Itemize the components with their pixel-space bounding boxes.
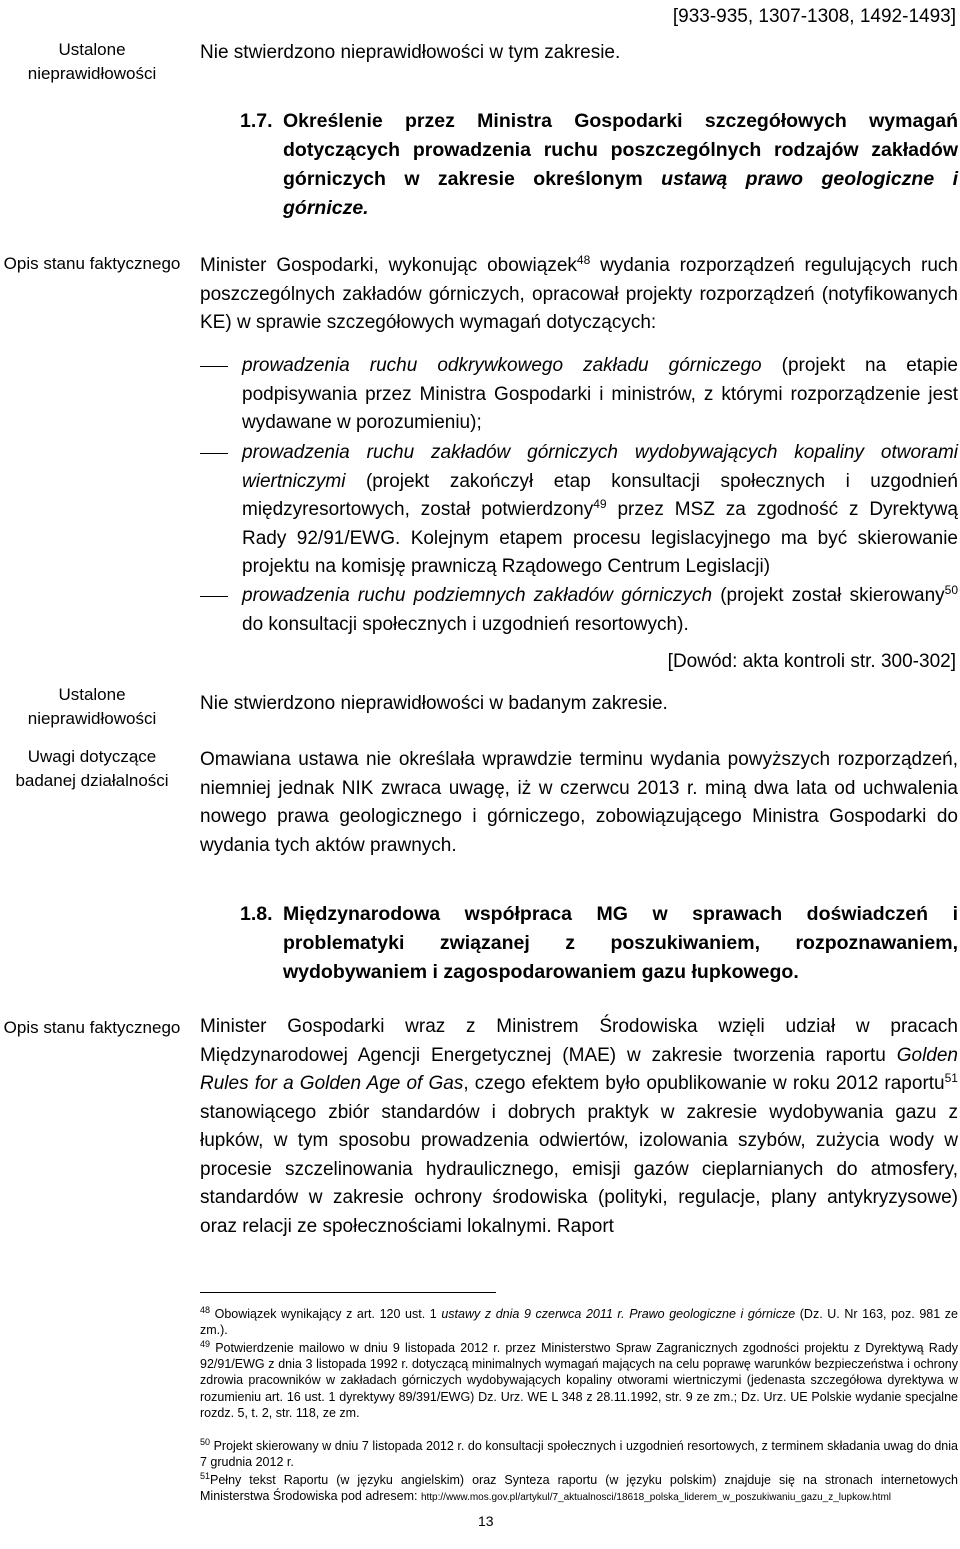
section-title: Międzynarodowa współpraca MG w sprawach doświadczeń i problematyki związanej z poszukiwaniem, rozpoznawaniem, wydobywaniem i zagospodarowaniem gazu łupkowego.: [283, 903, 958, 983]
evidence-reference: [Dowód: akta kontroli str. 300-302]: [667, 651, 956, 672]
finding-text: Nie stwierdzono nieprawidłowości w badanym zakresie.: [200, 693, 668, 714]
finding-text-top: Nie stwierdzono nieprawidłowości w tym zakresie.: [200, 42, 621, 63]
footnote-ref-48[interactable]: 48: [576, 253, 591, 267]
footnote-49: $^{49}$ Potwierdzenie mailowo w dniu 9 listopada 2012 r. przez Ministerstwo Spraw Zagranicznych zgodności projektu z Dyrektywą Rady 92/91/EWG z dnia 3 listopada 1992 r. dotyczącą minimalnych wymagań mających na celu poprawę warunków bezpieczeństwa i ochrony zdrowia pracowników w zakładach górniczych wydobywających kopaliny otworami wiertniczymi (jedenasta szczegółowa dyrektywa w rozumieniu art. 16 ust. 1 dyrektywy 89/391/EWG) Dz. Urz. WE L 348 z 28.11.1992, str. 9 ze zm.; Dz. Urz. UE Polskie wydanie specjalne rozdz. 5, t. 2, str. 118, ze zm.: [200, 1339, 958, 1420]
footnote-48: $^{48}$ Obowiązek wynikający z art. 120 ust. 1 ustawy z dnia 9 czerwca 2011 r. Prawo geologiczne i górnicze (Dz. U. Nr 163, poz. 981 ze zm.).: [200, 1305, 958, 1338]
footnote-ref-49[interactable]: 49: [593, 497, 607, 511]
side-label-opis-2: Opis stanu faktycznego: [3, 1018, 181, 1037]
side-label-uwagi: Uwagi dotyczące badanej działalności: [15, 747, 169, 790]
section-number: 1.7.: [240, 110, 273, 132]
footnote-51: $^{51}$Pełny tekst Raportu (w języku angielskim) oraz Synteza raportu (w języku polskim) znajduje się na stronach internetowych Ministerstwa Środowiska pod adresem: http://www.mos.gov.pl/artykul/7_aktualnosci/18618_polska_liderem_w_poszukiwaniu_gazu_z_lupkow.html: [200, 1471, 958, 1504]
side-label-opis-1: Opis stanu faktycznego: [3, 254, 181, 273]
side-label-ustalone: Ustalone nieprawidłowości: [27, 685, 157, 728]
paragraph-1-8: Minister Gospodarki wraz z Ministrem Środowiska wzięli udział w pracach Międzynarodowej Agencji Energetycznej (MAE) w zakresie tworzenia raportu Golden Rules for a Golden Age of Gas, czego efektem było opublikowanie w roku 2012 raportu$^{51}$ stanowiącego zbiór standardów i dobrych praktyk w zakresie wydobywania gazu z łupków, w tym sposobu prowadzenia odwiertów, izolowania szybów, zużycia wody w procesie szczelinowania hydraulicznego, emisji gazów cieplarnianych do atmosfery, standardów w zakresie ochrony środowiska (polityki, regulacje, plany antykryzysowe) oraz relacji ze społecznościami lokalnymi. Raport: [200, 1016, 958, 1237]
section-number: 1.8.: [240, 903, 273, 925]
footnote-url-link[interactable]: http://www.mos.gov.pl/artykul/7_aktualnosci/18618_polska_liderem_w_poszukiwaniu_gazu_z_lupkow.html: [420, 1492, 892, 1504]
footnote-separator: [200, 1292, 496, 1293]
list-item: prowadzenia ruchu podziemnych zakładów górniczych (projekt został skierowany$^{50}$ do konsultacji społecznych i uzgodnień resortowych).: [200, 582, 958, 639]
list-item: prowadzenia ruchu zakładów górniczych wydobywających kopaliny otworami wiertniczymi (projekt zakończył etap konsultacji społecznych i uzgodnień międzyresortowych, został potwierdzony$^{49}$ przez MSZ za zgodność z Dyrektywą Rady 92/91/EWG. Kolejnym etapem procesu legislacyjnego ma być skierowanie projektu na komisję prawniczą Rządowego Centrum Legislacji): [200, 439, 958, 582]
page-number: 13: [478, 1513, 494, 1529]
evidence-reference: [933-935, 1307-1308, 1492-1493]: [672, 6, 956, 27]
footnote-50: $^{50}$ Projekt skierowany w dniu 7 listopada 2012 r. do konsultacji społecznych i uzgodnień resortowych, z terminem składania uwag do dnia 7 grudnia 2012 r.: [200, 1437, 958, 1470]
list-item: prowadzenia ruchu odkrywkowego zakładu górniczego (projekt na etapie podpisywania przez Ministra Gospodarki i ministrów, z którymi rozporządzenie jest wydawane w porozumieniu);: [200, 352, 958, 438]
paragraph-intro: Minister Gospodarki, wykonując obowiązek$^{48}$ wydania rozporządzeń regulujących ruch poszczególnych zakładów górniczych, opracował projekty rozporządzeń (notyfikowanych KE) w sprawie szczegółowych wymagań dotyczących:: [200, 253, 958, 333]
footnote-ref-51[interactable]: 51: [944, 1071, 958, 1085]
section-title: Określenie przez Ministra Gospodarki szczegółowych wymagań dotyczących prowadzenia ruchu poszczególnych rodzajów zakładów górniczych w zakresie określonym ustawą prawo geologiczne i górnicze.: [283, 110, 958, 219]
dash-bullet: [200, 352, 242, 438]
remarks-paragraph: Omawiana ustawa nie określała wprawdzie terminu wydania powyższych rozporządzeń, niemniej jednak NIK zwraca uwagę, iż w czerwcu 2013 r. miną dwa lata od uchwalenia nowego prawa geologicznego i górniczego, zobowiązującego Ministra Gospodarki do wydania tych aktów prawnych.: [200, 749, 958, 856]
footnote-ref-50[interactable]: 50: [944, 583, 958, 597]
section-heading-1-7: [240, 107, 958, 223]
side-label-ustalone-top: Ustalone nieprawidłowości: [27, 40, 157, 83]
section-heading-1-8: [240, 900, 958, 987]
dash-bullet: [200, 582, 242, 639]
dash-bullet: [200, 439, 242, 582]
